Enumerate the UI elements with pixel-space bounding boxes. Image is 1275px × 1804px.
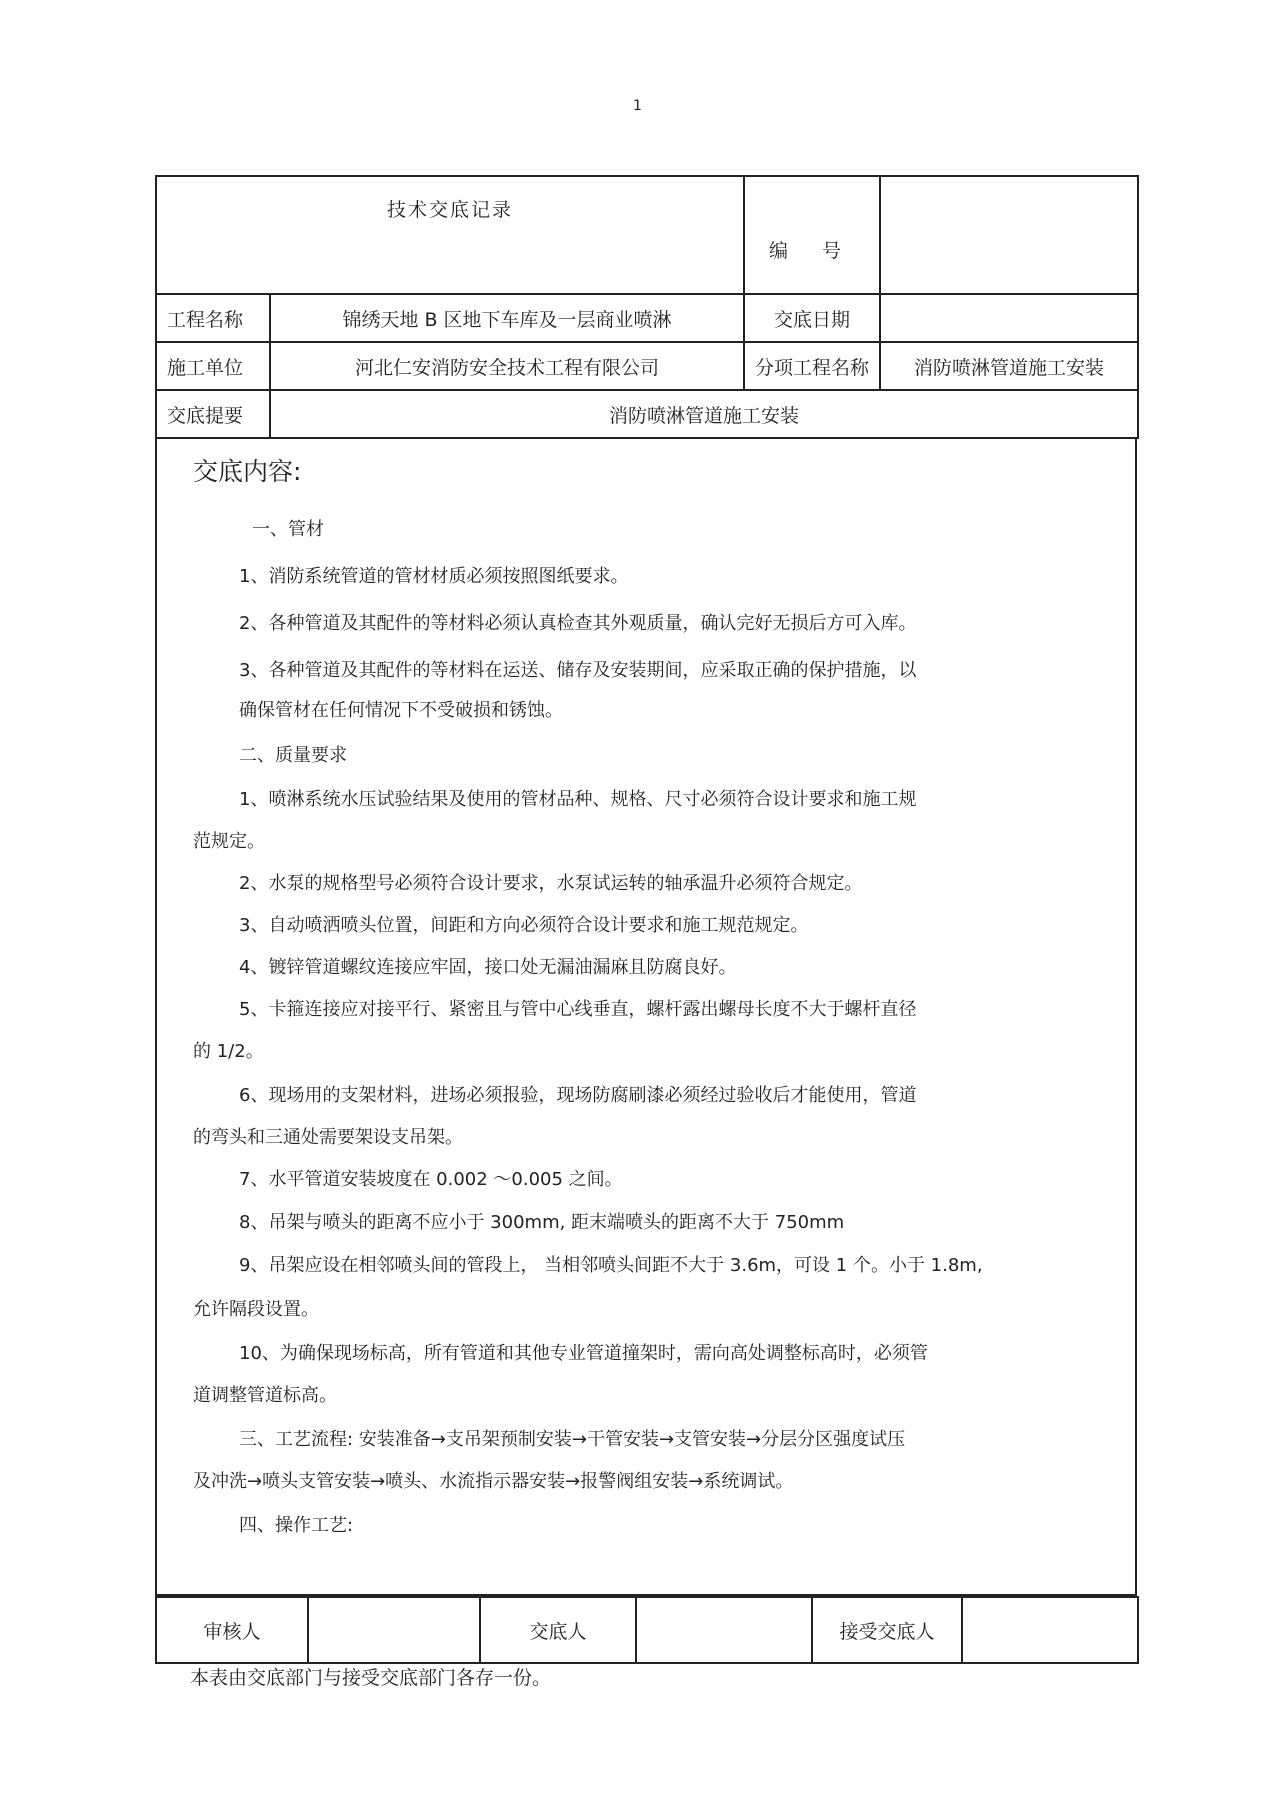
presenter-label: 交底人 bbox=[480, 1597, 636, 1663]
section-pipe: 一、管材 bbox=[252, 519, 324, 540]
content-line: 6、现场用的支架材料，进场必须报验，现场防腐刷漆必须经过验收后才能使用，管道 bbox=[239, 1085, 917, 1106]
page-number: 1 bbox=[633, 98, 642, 114]
presenter-value[interactable] bbox=[636, 1597, 812, 1663]
footnote: 本表由交底部门与接受交底部门各存一份。 bbox=[190, 1667, 552, 1689]
header-table bbox=[155, 175, 1139, 439]
content-line: 10、为确保现场标高，所有管道和其他专业管道撞架时，需向高处调整标高时，必须管 bbox=[239, 1343, 928, 1364]
summary-value[interactable]: 消防喷淋管道施工安装 bbox=[270, 390, 1138, 438]
content-heading: 交底内容: bbox=[193, 457, 302, 486]
subitem-label: 分项工程名称 bbox=[744, 342, 880, 390]
content-line: 2、水泵的规格型号必须符合设计要求，水泵试运转的轴承温升必须符合规定。 bbox=[239, 873, 863, 894]
content-line: 的弯头和三通处需要架设支吊架。 bbox=[193, 1127, 463, 1148]
reviewer-value[interactable] bbox=[308, 1597, 480, 1663]
section-quality: 二、质量要求 bbox=[239, 745, 347, 766]
content-line: 及冲洗→喷头支管安装→喷头、水流指示器安装→报警阀组安装→系统调试。 bbox=[193, 1471, 794, 1492]
section-process: 三、工艺流程: 安装准备→支吊架预制安装→干管安装→支管安装→分层分区强度试压 bbox=[239, 1429, 906, 1450]
content-line: 允许隔段设置。 bbox=[193, 1299, 319, 1320]
record-sheet bbox=[155, 175, 1137, 1664]
content-line: 1、消防系统管道的管材材质必须按照图纸要求。 bbox=[239, 566, 629, 587]
number-label: 编 号 bbox=[744, 176, 880, 294]
content-line: 的 1/2。 bbox=[193, 1041, 264, 1062]
content-line: 3、各种管道及其配件的等材料在运送、储存及安装期间，应采取正确的保护措施，以 bbox=[239, 660, 917, 681]
construction-unit-label: 施工单位 bbox=[156, 342, 270, 390]
section-operation: 四、操作工艺: bbox=[239, 1515, 354, 1536]
subitem-value[interactable]: 消防喷淋管道施工安装 bbox=[880, 342, 1138, 390]
number-value[interactable] bbox=[880, 176, 1138, 294]
content-line: 1、喷淋系统水压试验结果及使用的管材品种、规格、尺寸必须符合设计要求和施工规 bbox=[239, 789, 917, 810]
content-line: 确保管材在任何情况下不受破损和锈蚀。 bbox=[239, 700, 563, 721]
construction-unit-value[interactable]: 河北仁安消防安全技术工程有限公司 bbox=[270, 342, 744, 390]
content-line: 道调整管道标高。 bbox=[193, 1385, 337, 1406]
summary-label: 交底提要 bbox=[156, 390, 270, 438]
content-line: 7、水平管道安装坡度在 0.002 ～0.005 之间。 bbox=[239, 1169, 623, 1190]
content-area bbox=[155, 439, 1137, 1596]
date-value[interactable] bbox=[880, 294, 1138, 342]
reviewer-label: 审核人 bbox=[156, 1597, 308, 1663]
receiver-value[interactable] bbox=[962, 1597, 1138, 1663]
content-line: 3、自动喷洒喷头位置，间距和方向必须符合设计要求和施工规范规定。 bbox=[239, 915, 809, 936]
content-line: 5、卡箍连接应对接平行、紧密且与管中心线垂直，螺杆露出螺母长度不大于螺杆直径 bbox=[239, 999, 917, 1020]
content-line: 9、吊架应设在相邻喷头间的管段上， 当相邻喷头间距不大于 3.6m，可设 1 个。小于 1.8m, bbox=[239, 1255, 983, 1276]
date-label: 交底日期 bbox=[744, 294, 880, 342]
receiver-label: 接受交底人 bbox=[812, 1597, 962, 1663]
content-line: 范规定。 bbox=[193, 831, 265, 852]
project-name-value[interactable]: 锦绣天地 B 区地下车库及一层商业喷淋 bbox=[270, 294, 744, 342]
content-line: 8、吊架与喷头的距离不应小于 300mm, 距末端喷头的距离不大于 750mm bbox=[239, 1212, 845, 1233]
signature-table bbox=[155, 1596, 1139, 1664]
content-line: 2、各种管道及其配件的等材料必须认真检查其外观质量，确认完好无损后方可入库。 bbox=[239, 613, 917, 634]
content-line: 4、镀锌管道螺纹连接应牢固，接口处无漏油漏麻且防腐良好。 bbox=[239, 957, 737, 978]
record-title: 技术交底记录 bbox=[156, 176, 744, 294]
project-name-label: 工程名称 bbox=[156, 294, 270, 342]
